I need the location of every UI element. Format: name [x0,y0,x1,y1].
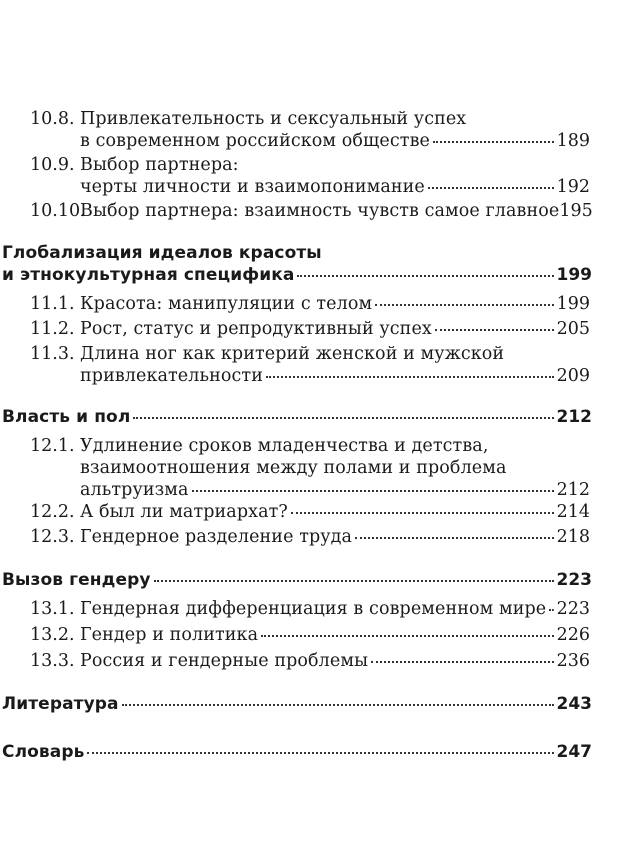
entry-title: привлекательности [80,366,263,386]
entry-title: Длина ног как критерий женской и мужской [80,344,505,364]
entry-title: Красота: манипуляции с телом [80,294,373,314]
section-number: 10.8. [30,109,75,129]
dot-leader [192,489,554,492]
dot-leader [122,703,554,706]
toc-line [30,435,590,457]
dot-leader [154,579,554,582]
toc-line [2,406,592,428]
toc-section [30,154,590,198]
toc-line [30,624,590,646]
toc-section [30,435,590,501]
toc-section [30,624,590,646]
toc-line [30,318,590,340]
page-number: 218 [556,527,590,547]
entry-title: Удлинение сроков младенчества и детства, [80,436,489,456]
toc-line [30,479,590,501]
entry-title: Словарь [2,742,85,762]
entry-title: в современном российском обществе [80,131,430,151]
toc-chapter [2,406,592,428]
section-number: 12.3. [30,527,75,547]
toc-chapter [2,741,592,763]
entry-title: Глобализация идеалов красоты [2,243,322,263]
page-number: 199 [556,265,592,285]
toc-chapter [2,693,592,715]
page-number: 212 [556,480,590,500]
dot-leader [435,328,554,331]
entry-title: Россия и гендерные проблемы [80,651,369,671]
toc-line [2,242,592,264]
page-number: 199 [556,294,590,314]
dot-leader [261,634,553,637]
toc-section [30,108,590,152]
page-number: 189 [556,131,590,151]
dot-leader [266,375,554,378]
toc-line [2,741,592,763]
toc-line [2,264,592,286]
toc-section [30,501,590,523]
toc-section [30,343,590,387]
toc-section [30,650,590,672]
section-number: 11.2. [30,319,75,339]
entry-title: Гендерное разделение труда [80,527,353,547]
section-number: 12.1. [30,436,75,456]
dot-leader [133,416,553,419]
toc-line [30,293,590,315]
toc-line [30,154,590,176]
entry-title: А был ли матриархат? [80,502,288,522]
toc-section [30,318,590,340]
toc-chapter [2,242,592,286]
section-number: 13.1. [30,599,75,619]
page-number: 195 [559,201,593,221]
page-number: 247 [556,742,592,762]
dot-leader [355,536,554,539]
toc-line [30,108,590,130]
toc-chapter [2,569,592,591]
toc-section [30,526,590,548]
entry-title: Гендер и политика [80,625,259,645]
toc-section [30,200,593,222]
section-number: 11.3. [30,344,75,364]
toc-line [2,693,592,715]
toc-line [30,526,590,548]
section-number: 10.10. [30,201,86,221]
entry-title: Привлекательность и сексуальный успех [80,109,467,129]
section-number: 11.1. [30,294,75,314]
entry-title: Выбор партнера: [80,155,239,175]
entry-title: взаимоотношения между полами и проблема [80,458,507,478]
entry-title: альтруизма [80,480,189,500]
toc-line [30,343,590,365]
section-number: 12.2. [30,502,75,522]
page-number: 205 [556,319,590,339]
page-number: 192 [556,177,590,197]
toc-section [30,293,590,315]
toc-line [30,365,590,387]
dot-leader [297,274,553,277]
section-number: 10.9. [30,155,75,175]
page-number: 226 [556,625,590,645]
toc-line [2,569,592,591]
entry-title: и этнокультурная специфика [2,265,295,285]
page-number: 212 [556,407,592,427]
dot-leader [371,660,554,663]
section-number: 13.3. [30,651,75,671]
entry-title: Литература [2,694,119,714]
entry-title: Гендерная дифференциация в современном мире [80,599,547,619]
entry-title: Рост, статус и репродуктивный успех [80,319,432,339]
page-number: 236 [556,651,590,671]
toc-line [30,457,590,479]
entry-title: черты личности и взаимопонимание [80,177,425,197]
dot-leader [428,186,554,189]
dot-leader [291,511,554,514]
entry-title: Вызов гендеру [2,570,151,590]
toc-line [30,176,590,198]
page-number: 243 [556,694,592,714]
dot-leader [87,751,553,754]
toc-line [30,598,590,620]
section-number: 13.2. [30,625,75,645]
toc-line [30,501,590,523]
page-number: 223 [556,599,590,619]
dot-leader [375,303,553,306]
page-number: 214 [556,502,590,522]
toc-line [30,130,590,152]
dot-leader [549,608,553,611]
entry-title: Выбор партнера: взаимность чувств самое главное [80,201,560,221]
page-number: 223 [556,570,592,590]
dot-leader [433,140,554,143]
entry-title: Власть и пол [2,407,131,427]
toc-line [30,200,593,222]
toc-section [30,598,590,620]
page-number: 209 [556,366,590,386]
toc-line [30,650,590,672]
